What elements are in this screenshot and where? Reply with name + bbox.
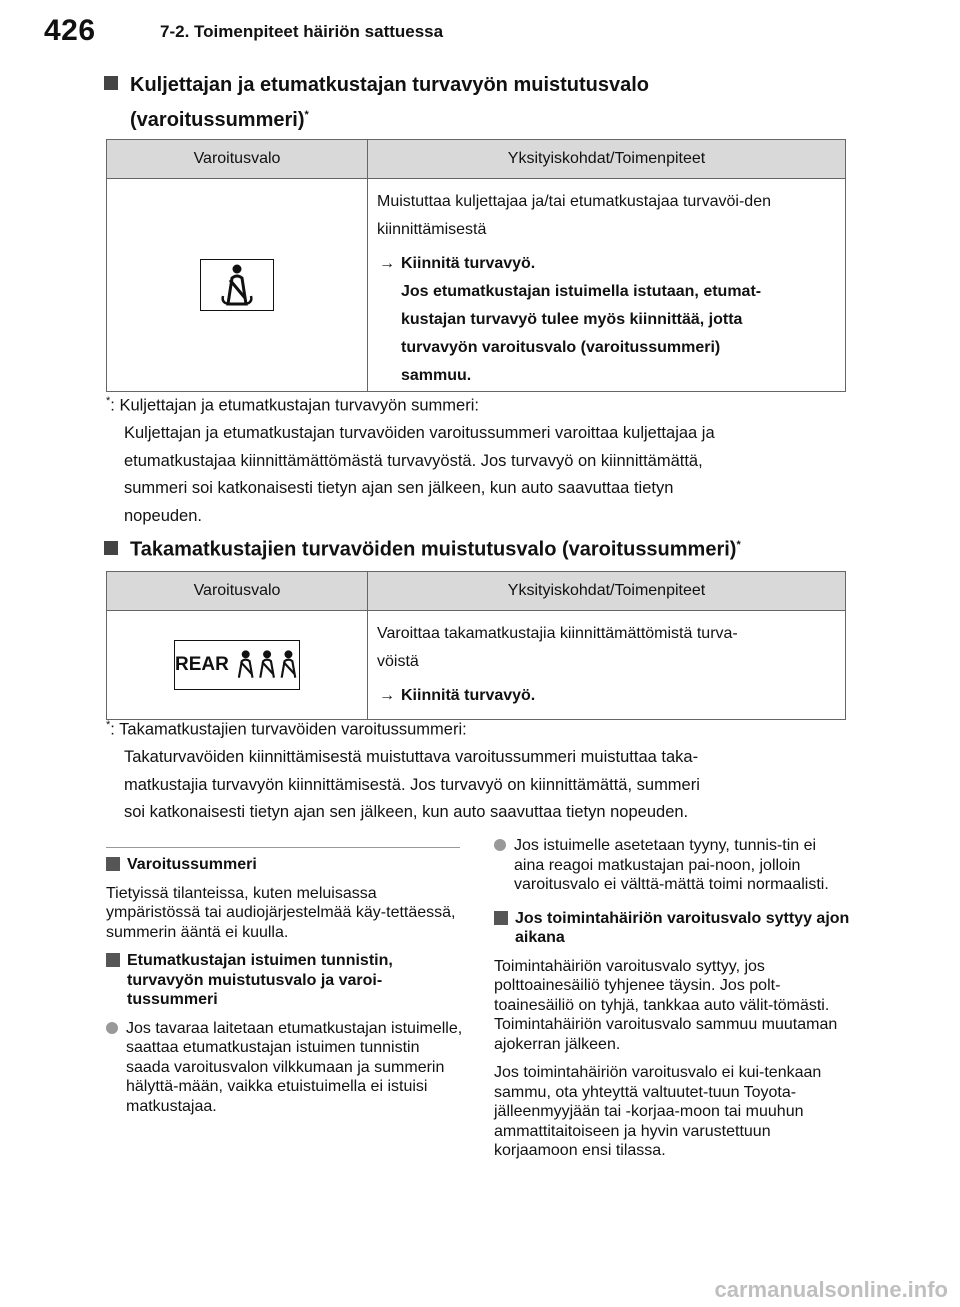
arrow-icon: → <box>379 255 395 272</box>
table-header-warning-light: Varoitusvalo <box>107 572 368 611</box>
divider <box>106 847 460 848</box>
details-cell <box>368 611 846 720</box>
heading-square-marker <box>104 541 118 555</box>
heading-rear-seatbelt: Takamatkustajien turvavöiden muistutusvalo (varoitussummeri)* <box>104 530 741 565</box>
warning-light-cell <box>107 179 368 392</box>
details-description: Varoittaa takamatkustajia kiinnittämättömistä turva- vöistä <box>377 625 738 670</box>
bullet-dot-icon <box>494 839 506 851</box>
page-number: 426 <box>44 14 96 47</box>
details-action: → Kiinnitä turvavyö. Jos etumatkustajan istuimella istutaan, etumat- kustajan turvavyö tulee myös kiinnittää, jotta turvavyön varoitusvalo (varoitussummeri) sammuu. <box>377 250 844 390</box>
subheading-malfunction: Jos toimintahäiriön varoitusvalo syttyy ajon aikana <box>494 909 850 948</box>
section-title: 7-2. Toimenpiteet häiriön sattuessa <box>160 22 444 41</box>
warning-light-cell <box>107 611 368 720</box>
footnote-rear: *: Takamatkustajien turvavöiden varoitussummeri: Takaturvavöiden kiinnittämisestä muistuttava varoitussummeri muistuttaa taka- matkustajia turvavyön kiinnittämisestä. Jos turvavyö on kiinnittämättä, summeri soi katkonaisesti tietyn ajan sen jälkeen, kun auto saavuttaa tietyn nopeuden. <box>106 719 700 821</box>
paragraph-malfunction-1: Toimintahäiriön varoitusvalo syttyy, jos polttoainesäiliö tyhjenee täysin. Jos polt-toainesäiliö on tyhjä, tankkaa auto välit-tömästi. Toimintahäiriön varoitusvalo sammuu muutaman ajokerran jälkeen. <box>494 957 838 1053</box>
rear-seatbelt-warning-icon <box>174 640 300 690</box>
arrow-icon: → <box>379 687 395 704</box>
right-column <box>494 836 850 1170</box>
details-action: → Kiinnitä turvavyö. <box>377 682 844 710</box>
subheading-passenger-sensor: Etumatkustajan istuimen tunnistin, turvavyön muistutusvalo ja varoi-tussummeri <box>106 951 466 1010</box>
heading-square-marker <box>104 76 118 90</box>
paragraph-buzzer: Tietyissä tilanteissa, kuten meluisassa ympäristössä tai audiojärjestelmää käy-tettäessä, summerin ääntä ei kuulla. <box>106 884 456 941</box>
table-header-details: Yksityiskohdat/Toimenpiteet <box>368 140 846 179</box>
table-header-details: Yksityiskohdat/Toimenpiteet <box>368 572 846 611</box>
warning-table-front <box>106 139 846 392</box>
bullet-item: Jos istuimelle asetetaan tyyny, tunnis-tin ei aina reagoi matkustajan pai-noon, jolloin varoitusvalo ei välttä-mättä toimi normaalisti. <box>494 836 850 895</box>
details-cell <box>368 179 846 392</box>
subheading-buzzer: Varoitussummeri <box>106 855 466 875</box>
bullet-dot-icon <box>106 1022 118 1034</box>
table-header-warning-light: Varoitusvalo <box>107 140 368 179</box>
footnote-front: *: Kuljettajan ja etumatkustajan turvavyön summeri: Kuljettajan ja etumatkustajan turvavöiden varoitussummeri varoittaa kuljettajaa ja etumatkustajaa kiinnittämättömästä turvavyöstä. Jos turvavyö on kiinnittämättä, summeri soi katkonaisesti tietyn ajan sen jälkeen, kun auto saavuttaa tietyn nopeuden. <box>106 395 715 525</box>
seatbelt-warning-icon <box>200 259 274 311</box>
watermark-text: carmanualsonline.info <box>714 1277 948 1302</box>
details-description: Muistuttaa kuljettajaa ja/tai etumatkustajaa turvavöi-den kiinnittämisestä <box>377 193 771 238</box>
left-column <box>106 855 466 1125</box>
bullet-item: Jos tavaraa laitetaan etumatkustajan istuimelle, saattaa etumatkustajan istuimen tunnistin saada varoitusvalon vilkkumaan ja summerin hälyttä-mään, vaikka etuistuimella ei istuisi matkustajaa. <box>106 1019 466 1117</box>
paragraph-malfunction-2: Jos toimintahäiriön varoitusvalo ei kui-tenkaan sammu, ota yhteyttä valtuutet-tuun Toyota-jälleenmyyjään tai -korjaa-moon tai muuhun ammattitaitoiseen ja hyvin varustettuun korjaamoon ensi tilassa. <box>494 1064 822 1159</box>
warning-table-rear <box>106 571 846 720</box>
rear-label: REAR <box>175 654 229 675</box>
three-seat-icons <box>235 650 299 680</box>
heading-front-seatbelt: Kuljettajan ja etumatkustajan turvavyön muistutusvalo (varoitussummeri)* <box>104 70 649 135</box>
